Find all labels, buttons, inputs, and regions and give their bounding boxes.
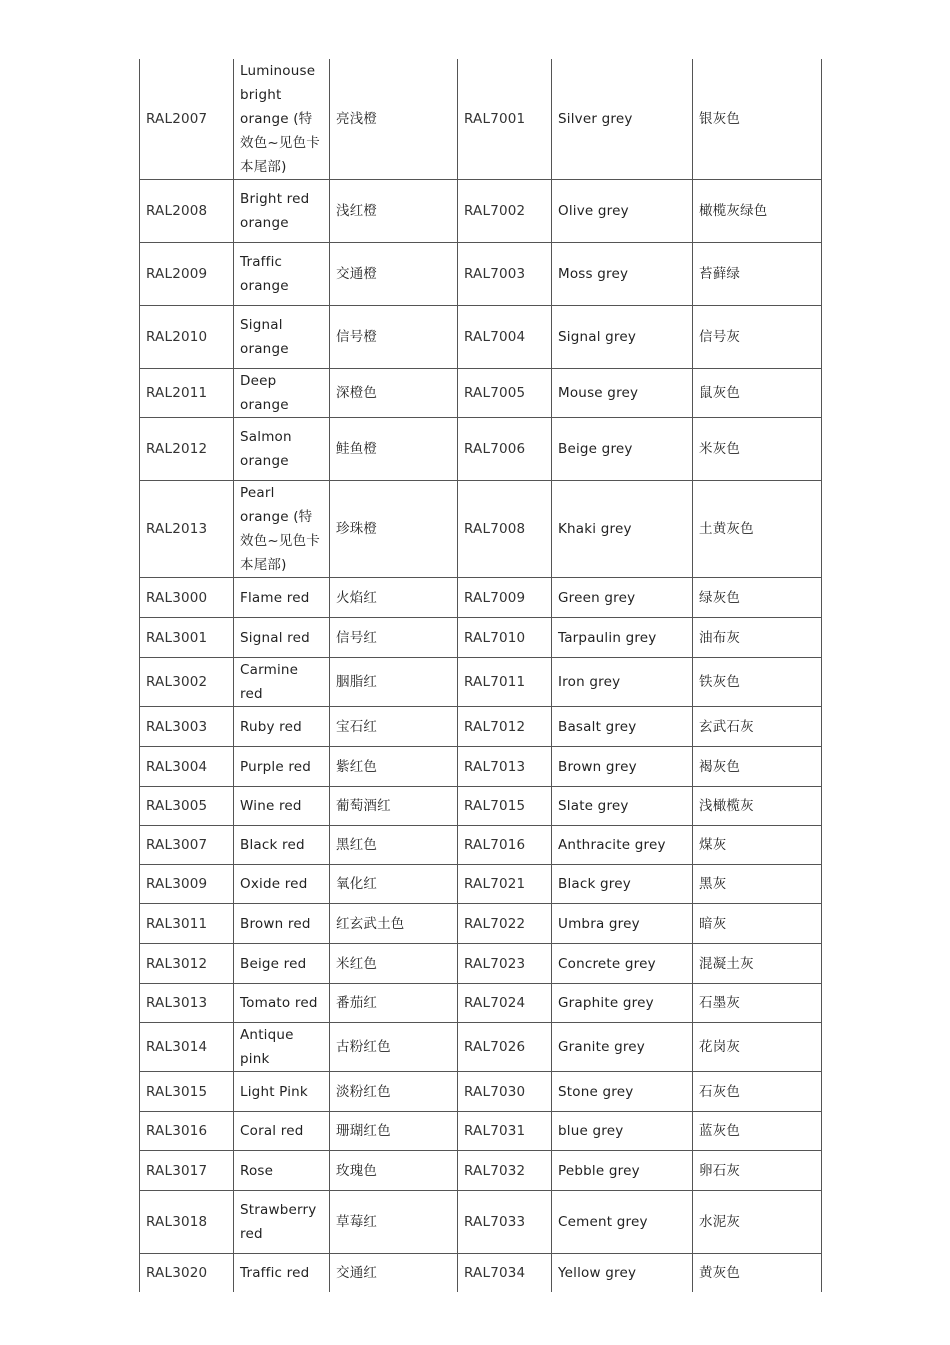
chinese-name-cell: 银灰色 [693, 59, 822, 180]
english-name-cell: Rose [234, 1151, 330, 1191]
english-name-cell: Strawberry red [234, 1191, 330, 1254]
english-name-cell: Antique pink [234, 1023, 330, 1072]
english-name-cell: Anthracite grey [552, 826, 693, 865]
english-name-cell: Khaki grey [552, 481, 693, 578]
ral-code-cell: RAL3000 [140, 578, 234, 618]
table-row [140, 618, 822, 658]
ral-code-cell: RAL2010 [140, 306, 234, 369]
english-name-cell: Signal red [234, 618, 330, 658]
table-row [140, 243, 822, 306]
chinese-name-cell: 淡粉红色 [330, 1072, 458, 1112]
ral-code-cell: RAL7005 [458, 369, 552, 418]
chinese-name-cell: 褐灰色 [693, 747, 822, 787]
chinese-name-cell: 暗灰 [693, 904, 822, 944]
english-name-cell: Ruby red [234, 707, 330, 747]
table-row [140, 1151, 822, 1191]
chinese-name-cell: 铁灰色 [693, 658, 822, 707]
ral-code-cell: RAL7011 [458, 658, 552, 707]
chinese-name-cell: 紫红色 [330, 747, 458, 787]
english-name-cell: Green grey [552, 578, 693, 618]
ral-code-cell: RAL7009 [458, 578, 552, 618]
ral-code-cell: RAL2013 [140, 481, 234, 578]
chinese-name-cell: 苔藓绿 [693, 243, 822, 306]
english-name-cell: Luminouse bright orange (特效色~见色卡本尾部) [234, 59, 330, 180]
chinese-name-cell: 油布灰 [693, 618, 822, 658]
chinese-name-cell: 浅红橙 [330, 180, 458, 243]
english-name-cell: Beige grey [552, 418, 693, 481]
chinese-name-cell: 石灰色 [693, 1072, 822, 1112]
chinese-name-cell: 草莓红 [330, 1191, 458, 1254]
table-row [140, 1254, 822, 1292]
ral-code-cell: RAL3004 [140, 747, 234, 787]
table-row [140, 369, 822, 418]
english-name-cell: Brown grey [552, 747, 693, 787]
chinese-name-cell: 米红色 [330, 944, 458, 984]
ral-code-cell: RAL3011 [140, 904, 234, 944]
chinese-name-cell: 信号灰 [693, 306, 822, 369]
ral-code-cell: RAL3001 [140, 618, 234, 658]
ral-code-cell: RAL3018 [140, 1191, 234, 1254]
english-name-cell: Stone grey [552, 1072, 693, 1112]
english-name-cell: Flame red [234, 578, 330, 618]
table-row [140, 1072, 822, 1112]
table-row [140, 578, 822, 618]
ral-code-cell: RAL7001 [458, 59, 552, 180]
chinese-name-cell: 黑灰 [693, 865, 822, 904]
table-body [140, 59, 822, 1292]
english-name-cell: Signal grey [552, 306, 693, 369]
ral-code-cell: RAL7012 [458, 707, 552, 747]
english-name-cell: Pebble grey [552, 1151, 693, 1191]
english-name-cell: Carmine red [234, 658, 330, 707]
ral-code-cell: RAL3007 [140, 826, 234, 865]
chinese-name-cell: 米灰色 [693, 418, 822, 481]
table-row [140, 481, 822, 578]
chinese-name-cell: 鲑鱼橙 [330, 418, 458, 481]
table-row [140, 707, 822, 747]
english-name-cell: Traffic orange [234, 243, 330, 306]
table-row [140, 826, 822, 865]
ral-code-cell: RAL7031 [458, 1112, 552, 1151]
english-name-cell: Iron grey [552, 658, 693, 707]
chinese-name-cell: 玄武石灰 [693, 707, 822, 747]
ral-code-cell: RAL7034 [458, 1254, 552, 1292]
english-name-cell: Signal orange [234, 306, 330, 369]
ral-color-table [139, 59, 822, 1292]
english-name-cell: Cement grey [552, 1191, 693, 1254]
english-name-cell: Moss grey [552, 243, 693, 306]
chinese-name-cell: 宝石红 [330, 707, 458, 747]
chinese-name-cell: 胭脂红 [330, 658, 458, 707]
chinese-name-cell: 葡萄酒红 [330, 787, 458, 826]
ral-code-cell: RAL3014 [140, 1023, 234, 1072]
english-name-cell: Deep orange [234, 369, 330, 418]
chinese-name-cell: 古粉红色 [330, 1023, 458, 1072]
ral-code-cell: RAL7021 [458, 865, 552, 904]
ral-code-cell: RAL3015 [140, 1072, 234, 1112]
table-row [140, 984, 822, 1023]
ral-code-cell: RAL7030 [458, 1072, 552, 1112]
ral-code-cell: RAL7024 [458, 984, 552, 1023]
ral-code-cell: RAL7032 [458, 1151, 552, 1191]
english-name-cell: Coral red [234, 1112, 330, 1151]
ral-code-cell: RAL3002 [140, 658, 234, 707]
ral-color-table-page [139, 59, 821, 1292]
table-row [140, 865, 822, 904]
ral-code-cell: RAL7008 [458, 481, 552, 578]
english-name-cell: Silver grey [552, 59, 693, 180]
english-name-cell: Black grey [552, 865, 693, 904]
chinese-name-cell: 火焰红 [330, 578, 458, 618]
chinese-name-cell: 橄榄灰绿色 [693, 180, 822, 243]
chinese-name-cell: 氧化红 [330, 865, 458, 904]
chinese-name-cell: 鼠灰色 [693, 369, 822, 418]
english-name-cell: Graphite grey [552, 984, 693, 1023]
ral-code-cell: RAL2009 [140, 243, 234, 306]
chinese-name-cell: 红玄武土色 [330, 904, 458, 944]
chinese-name-cell: 交通红 [330, 1254, 458, 1292]
english-name-cell: Slate grey [552, 787, 693, 826]
ral-code-cell: RAL2007 [140, 59, 234, 180]
table-row [140, 904, 822, 944]
english-name-cell: Concrete grey [552, 944, 693, 984]
chinese-name-cell: 花岗灰 [693, 1023, 822, 1072]
table-row [140, 944, 822, 984]
chinese-name-cell: 浅橄榄灰 [693, 787, 822, 826]
chinese-name-cell: 亮浅橙 [330, 59, 458, 180]
ral-code-cell: RAL7003 [458, 243, 552, 306]
english-name-cell: Olive grey [552, 180, 693, 243]
english-name-cell: Black red [234, 826, 330, 865]
ral-code-cell: RAL3005 [140, 787, 234, 826]
chinese-name-cell: 深橙色 [330, 369, 458, 418]
chinese-name-cell: 黄灰色 [693, 1254, 822, 1292]
table-row [140, 1112, 822, 1151]
english-name-cell: Salmon orange [234, 418, 330, 481]
english-name-cell: Wine red [234, 787, 330, 826]
chinese-name-cell: 煤灰 [693, 826, 822, 865]
ral-code-cell: RAL3013 [140, 984, 234, 1023]
english-name-cell: Purple red [234, 747, 330, 787]
english-name-cell: Umbra grey [552, 904, 693, 944]
chinese-name-cell: 信号橙 [330, 306, 458, 369]
ral-code-cell: RAL2008 [140, 180, 234, 243]
chinese-name-cell: 黑红色 [330, 826, 458, 865]
ral-code-cell: RAL2011 [140, 369, 234, 418]
english-name-cell: Granite grey [552, 1023, 693, 1072]
english-name-cell: Basalt grey [552, 707, 693, 747]
ral-code-cell: RAL7010 [458, 618, 552, 658]
ral-code-cell: RAL3016 [140, 1112, 234, 1151]
table-row [140, 306, 822, 369]
english-name-cell: Beige red [234, 944, 330, 984]
ral-code-cell: RAL3012 [140, 944, 234, 984]
chinese-name-cell: 水泥灰 [693, 1191, 822, 1254]
chinese-name-cell: 绿灰色 [693, 578, 822, 618]
chinese-name-cell: 混凝土灰 [693, 944, 822, 984]
chinese-name-cell: 交通橙 [330, 243, 458, 306]
english-name-cell: Mouse grey [552, 369, 693, 418]
english-name-cell: Bright red orange [234, 180, 330, 243]
english-name-cell: Yellow grey [552, 1254, 693, 1292]
ral-code-cell: RAL3003 [140, 707, 234, 747]
ral-code-cell: RAL7006 [458, 418, 552, 481]
english-name-cell: Oxide red [234, 865, 330, 904]
ral-code-cell: RAL7023 [458, 944, 552, 984]
ral-code-cell: RAL7013 [458, 747, 552, 787]
ral-code-cell: RAL7004 [458, 306, 552, 369]
ral-code-cell: RAL7033 [458, 1191, 552, 1254]
ral-code-cell: RAL3017 [140, 1151, 234, 1191]
english-name-cell: Tarpaulin grey [552, 618, 693, 658]
table-row [140, 1023, 822, 1072]
table-row [140, 180, 822, 243]
chinese-name-cell: 蓝灰色 [693, 1112, 822, 1151]
ral-code-cell: RAL7015 [458, 787, 552, 826]
english-name-cell: Tomato red [234, 984, 330, 1023]
table-row [140, 59, 822, 180]
table-row [140, 787, 822, 826]
ral-code-cell: RAL2012 [140, 418, 234, 481]
ral-code-cell: RAL7002 [458, 180, 552, 243]
table-row [140, 418, 822, 481]
chinese-name-cell: 玫瑰色 [330, 1151, 458, 1191]
chinese-name-cell: 石墨灰 [693, 984, 822, 1023]
chinese-name-cell: 番茄红 [330, 984, 458, 1023]
ral-code-cell: RAL7016 [458, 826, 552, 865]
table-row [140, 1191, 822, 1254]
ral-code-cell: RAL3020 [140, 1254, 234, 1292]
chinese-name-cell: 珍珠橙 [330, 481, 458, 578]
english-name-cell: Traffic red [234, 1254, 330, 1292]
ral-code-cell: RAL7026 [458, 1023, 552, 1072]
table-row [140, 747, 822, 787]
chinese-name-cell: 土黄灰色 [693, 481, 822, 578]
chinese-name-cell: 珊瑚红色 [330, 1112, 458, 1151]
ral-code-cell: RAL7022 [458, 904, 552, 944]
ral-code-cell: RAL3009 [140, 865, 234, 904]
english-name-cell: blue grey [552, 1112, 693, 1151]
english-name-cell: Light Pink [234, 1072, 330, 1112]
english-name-cell: Pearl orange (特效色~见色卡本尾部) [234, 481, 330, 578]
chinese-name-cell: 卵石灰 [693, 1151, 822, 1191]
chinese-name-cell: 信号红 [330, 618, 458, 658]
table-row [140, 658, 822, 707]
english-name-cell: Brown red [234, 904, 330, 944]
